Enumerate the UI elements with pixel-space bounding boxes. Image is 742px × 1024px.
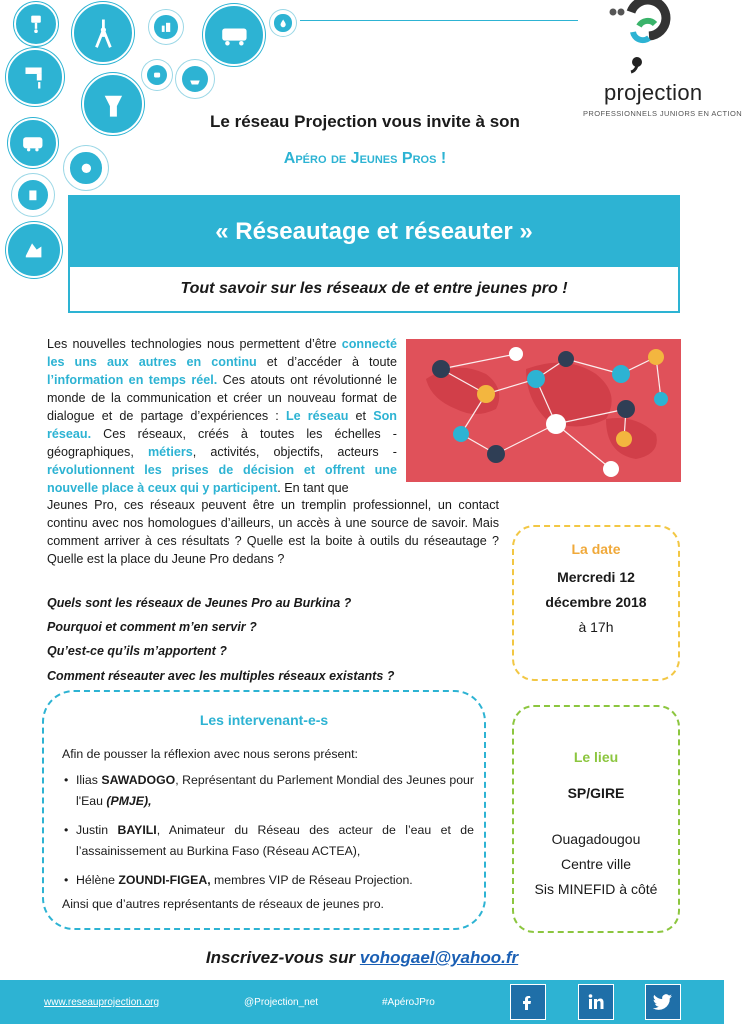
date-time: à 17h xyxy=(578,619,614,635)
twitter-handle: @Projection_net xyxy=(244,997,319,1008)
hashtag: #ApéroJPro xyxy=(382,997,435,1008)
speaker-item: • Hélène ZOUNDI-FIGEA, membres VIP de Réseau Projection. xyxy=(62,870,474,891)
question-item: Pourquoi et comment m’en servir ? xyxy=(47,620,257,634)
location-landmark: Sis MINEFID à côté xyxy=(534,881,658,897)
banner-subtitle: Tout savoir sur les réseaux de et entre jeunes pro ! xyxy=(180,280,568,297)
speakers-box xyxy=(42,690,486,930)
logo-name: projection xyxy=(604,80,703,105)
speakers-intro: Afin de pousser la réflexion avec nous serons présent: xyxy=(62,747,358,761)
signup-email-link[interactable]: vohogael@yahoo.fr xyxy=(359,948,519,967)
speakers-title: Les intervenant-e-s xyxy=(199,712,329,728)
date-box xyxy=(512,525,680,681)
website-link[interactable]: www.reseauprojection.org xyxy=(44,997,160,1008)
water-tap-icon xyxy=(14,2,58,46)
bus-icon xyxy=(203,4,265,66)
sanitation-icon xyxy=(82,73,144,135)
bus-icon xyxy=(64,146,108,190)
signup-line: Inscrivez-vous sur vohogael@yahoo.fr xyxy=(205,948,519,967)
water-drop-icon xyxy=(270,10,296,36)
facebook-icon[interactable] xyxy=(510,984,546,1020)
urban-icon xyxy=(149,10,183,44)
header-divider xyxy=(300,20,578,21)
date-day: Mercredi 12 xyxy=(557,569,635,585)
network-illustration xyxy=(406,339,681,482)
footer-bar xyxy=(0,980,724,1024)
date-title: La date xyxy=(571,541,621,557)
waste-management-icon xyxy=(12,174,54,216)
water-drop-icon xyxy=(176,60,214,98)
location-venue: SP/GIRE xyxy=(567,785,625,801)
projection-logo-icon xyxy=(603,2,667,72)
logo-tagline: PROFESSIONNELS JUNIORS EN ACTION xyxy=(583,109,742,118)
date-month-year: décembre 2018 xyxy=(545,594,647,610)
speaker-item: • Ilias SAWADOGO, Représentant du Parlement Mondial des Jeunes pour l'Eau (PMJE), xyxy=(62,770,474,812)
question-item: Qu’est-ce qu’ils m’apportent ? xyxy=(47,644,227,658)
topic-banner xyxy=(68,195,680,313)
banner-title: « Réseautage et réseauter » xyxy=(70,197,678,267)
linkedin-icon[interactable] xyxy=(578,984,614,1020)
location-city: Ouagadougou xyxy=(551,831,641,847)
location-title: Le lieu xyxy=(573,749,619,765)
intro-paragraph-continued: Jeunes Pro, ces réseaux peuvent être un tremplin professionnel, un contact continu avec nos homologues d’ailleurs, un accès à une source de savoir. Mais comment arriver à ces résultats ? Quelle est la boite à outils du réseautage ? Quelle est la place du Jeune Pro dedans ? xyxy=(47,498,499,566)
twitter-icon[interactable] xyxy=(645,984,681,1020)
waste-management-icon xyxy=(6,222,62,278)
mobility-icon xyxy=(8,118,58,168)
location-box xyxy=(512,705,680,933)
speakers-outro: Ainsi que d’autres représentants de réseaux de jeunes pro. xyxy=(62,897,384,911)
energy-icon xyxy=(72,2,134,64)
event-title: Apéro de Jeunes Pros ! xyxy=(283,150,447,167)
hand-tap-icon xyxy=(142,60,172,90)
location-district: Centre ville xyxy=(560,856,632,872)
question-item: Quels sont les réseaux de Jeunes Pro au Burkina ? xyxy=(47,596,352,610)
speakers-list xyxy=(62,770,474,899)
intro-paragraph: Les nouvelles technologies nous permettent d’être connecté les uns aux autres en continu et d’accéder à toute l’information en temps réel. Ces atouts ont révolutionné le monde de la communication et créer un nouveau format de dialogue et de partage d’expériences : Le réseau et Son réseau. Ces réseaux, créés à toutes les échelles - géographiques, métiers, activités, objectifs, acteurs - révolutionnent les prises de décision et offrent une nouvelle place à ceux qui y participent. En tant que xyxy=(47,337,397,495)
question-item: Comment réseauter avec les multiples réseaux existants ? xyxy=(47,669,395,683)
water-access-icon xyxy=(6,48,64,106)
speaker-item: • Justin BAYILI, Animateur du Réseau des acteur de l’eau et de l’assainissement au Burkina Faso (Réseau ACTEA), xyxy=(62,820,474,862)
invite-heading: Le réseau Projection vous invite à son xyxy=(210,112,520,131)
